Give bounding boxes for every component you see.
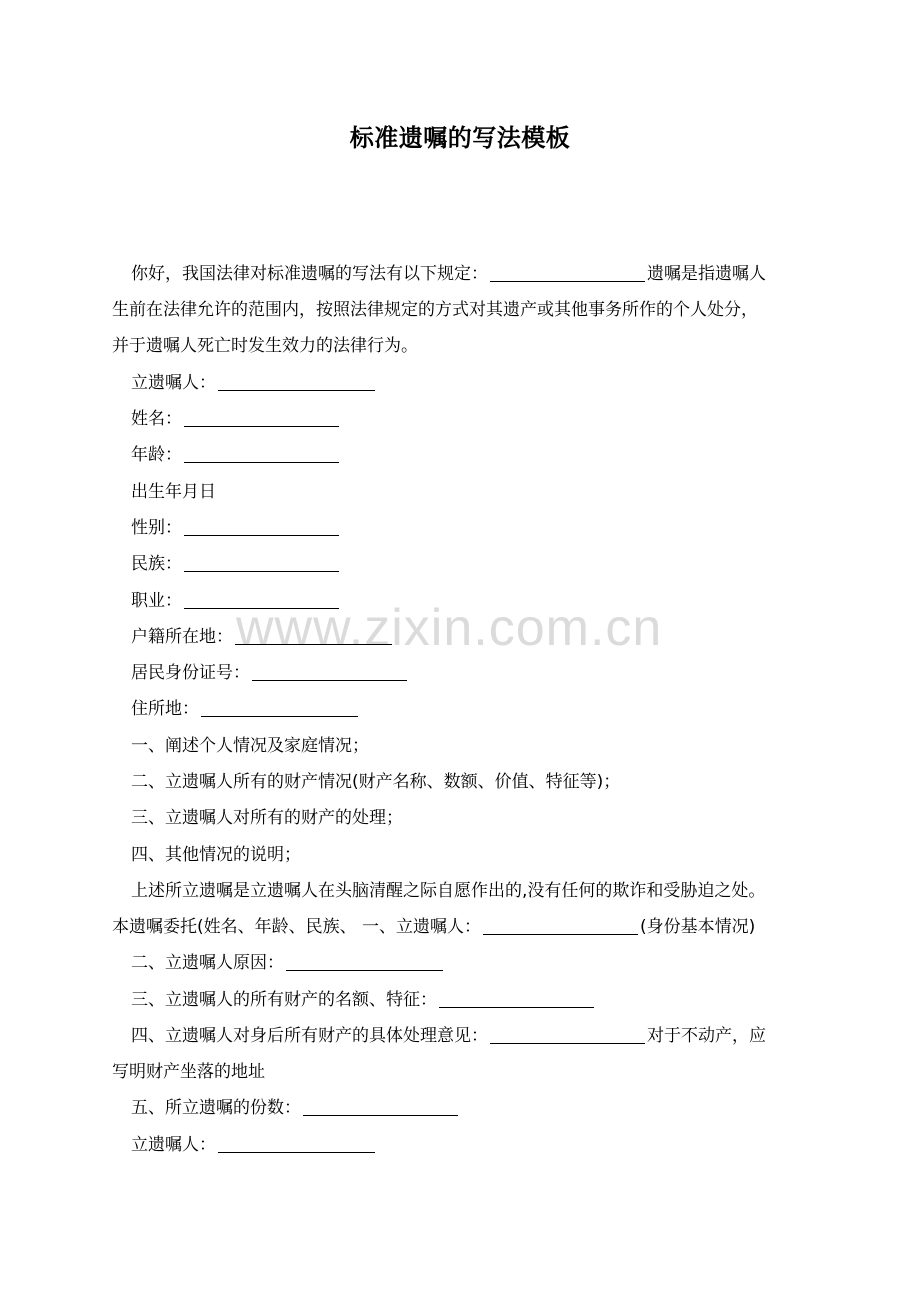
ethnicity-field[interactable] — [184, 551, 339, 572]
item-3: 三、立遗嘱人对所有的财产的处理； — [131, 808, 403, 828]
entrust-line — [112, 909, 812, 945]
disposal-line-1 — [131, 1018, 812, 1054]
blank-field[interactable] — [490, 261, 645, 282]
occupation-line — [131, 583, 812, 619]
declaration-line: 上述所立遗嘱是立遗嘱人在头脑清醒之际自愿作出的,没有任何的欺诈和受胁迫之处。 — [131, 881, 766, 901]
intro-line-2: 生前在法律允许的范围内，按照法律规定的方式对其遗产或其他事务所作的个人处分， — [112, 300, 758, 320]
reason-line — [131, 945, 812, 981]
ethnicity-line — [131, 546, 812, 582]
testator-sign-field[interactable] — [218, 1132, 375, 1153]
occupation-label: 职业： — [131, 591, 182, 611]
residence-field[interactable] — [201, 696, 358, 717]
household-line — [131, 619, 812, 655]
residence-line — [131, 691, 812, 727]
ethnicity-label: 民族： — [131, 554, 182, 574]
testator-sign-line — [131, 1127, 812, 1163]
intro-text-b: 遗嘱是指遗嘱人 — [647, 264, 766, 284]
gender-field[interactable] — [184, 515, 339, 536]
property-field[interactable] — [439, 987, 594, 1008]
name-label: 姓名： — [131, 409, 182, 429]
reason-label: 二、立遗嘱人原因： — [131, 953, 284, 973]
intro-line-3: 并于遗嘱人死亡时发生效力的法律行为。 — [112, 336, 418, 356]
disposal-field[interactable] — [490, 1023, 645, 1044]
testator-field[interactable] — [218, 370, 375, 391]
age-line — [131, 437, 812, 473]
id-number-label: 居民身份证号： — [131, 663, 250, 683]
residence-label: 住所地： — [131, 699, 199, 719]
name-field[interactable] — [184, 406, 339, 427]
age-label: 年龄： — [131, 445, 182, 465]
property-line — [131, 982, 812, 1018]
entrust-text-b: (身份基本情况) — [640, 917, 756, 937]
copies-line — [131, 1090, 812, 1126]
gender-label: 性别： — [131, 518, 182, 538]
testator-label: 立遗嘱人： — [131, 373, 216, 393]
document-title: 标准遗嘱的写法模板 — [349, 124, 571, 152]
intro-line-1 — [131, 256, 812, 292]
watermark: www.zixin.com.cn — [236, 599, 663, 657]
disposal-line-2: 写明财产坐落的地址 — [112, 1062, 265, 1082]
item-1: 一、阐述个人情况及家庭情况； — [131, 736, 369, 756]
testator-sign-label: 立遗嘱人： — [131, 1135, 216, 1155]
disposal-text-a: 四、立遗嘱人对身后所有财产的具体处理意见： — [131, 1026, 488, 1046]
copies-field[interactable] — [303, 1095, 458, 1116]
occupation-field[interactable] — [184, 588, 339, 609]
household-field[interactable] — [235, 624, 392, 645]
id-number-line — [131, 655, 812, 691]
id-number-field[interactable] — [252, 660, 407, 681]
birth-line: 出生年月日 — [131, 482, 216, 502]
copies-label: 五、所立遗嘱的份数： — [131, 1098, 301, 1118]
intro-text-a: 你好，我国法律对标准遗嘱的写法有以下规定： — [131, 264, 488, 284]
gender-line — [131, 510, 812, 546]
entrust-field[interactable] — [483, 914, 638, 935]
disposal-text-b: 对于不动产，应 — [647, 1026, 766, 1046]
name-line — [131, 401, 812, 437]
testator-line — [131, 365, 812, 401]
item-2: 二、立遗嘱人所有的财产情况(财产名称、数额、价值、特征等)； — [131, 772, 621, 792]
entrust-text-a: 本遗嘱委托(姓名、年龄、民族、 一、立遗嘱人： — [112, 917, 482, 937]
reason-field[interactable] — [286, 950, 443, 971]
age-field[interactable] — [184, 442, 339, 463]
property-label: 三、立遗嘱人的所有财产的名额、特征： — [131, 990, 437, 1010]
item-4: 四、其他情况的说明； — [131, 845, 301, 865]
household-label: 户籍所在地： — [131, 627, 233, 647]
